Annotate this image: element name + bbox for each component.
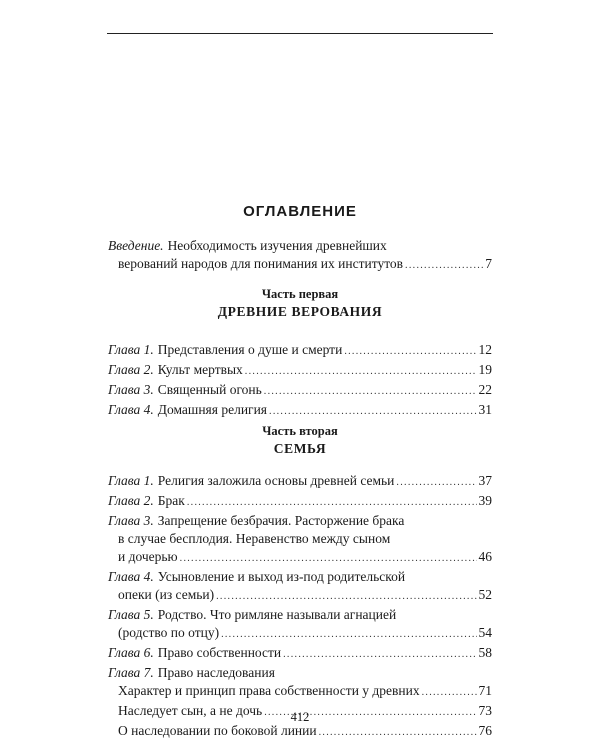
dot-leader [405,257,483,275]
section-title: О наследовании по боковой линии [118,723,317,738]
chapter-label: Глава 4. [108,569,154,584]
part-title: СЕМЬЯ [273,441,327,456]
chapter-label: Глава 1. [108,342,154,357]
chapter-title: Представления о душе и смерти [157,342,343,357]
dot-leader [264,383,477,401]
chapter-label: Глава 3. [108,382,154,397]
part2-chapter-list [108,472,492,742]
dot-leader [180,550,477,568]
page-number: 412 [290,710,310,724]
dot-leader [187,494,477,512]
page-ref: 71 [478,683,492,698]
dot-leader [344,343,476,361]
toc-entry [108,381,492,401]
page-ref: 73 [478,703,492,718]
chapter-label: Глава 6. [108,645,154,660]
part-label: Часть первая [261,287,339,301]
toc-entry-multiline [108,606,492,644]
chapter-label: Глава 5. [108,607,154,622]
chapter-label: Глава 2. [108,362,154,377]
toc-entry-multiline [108,512,492,568]
part1-heading [0,286,600,321]
page-ref: 37 [478,473,492,488]
toc-entry [108,401,492,421]
intro-title-line1: Необходимость изучения древнейших [167,238,387,253]
toc-intro-entry [108,237,492,275]
page-ref: 52 [478,587,492,602]
chapter-title: Брак [157,493,185,508]
chapter-title-line1: Усыновление и выход из-под родительской [157,569,406,584]
page-ref: 7 [485,256,492,271]
toc-entry [108,361,492,381]
chapter-label: Глава 7. [108,665,154,680]
part-title: ДРЕВНИЕ ВЕРОВАНИЯ [217,304,383,319]
part2-heading [0,423,600,458]
page-ref: 31 [478,402,492,417]
chapter-title-line3: и дочерью [118,549,178,564]
section-title: Наследует сын, а не дочь [118,703,263,718]
dot-leader [396,474,476,492]
toc-entry-multiline [108,568,492,606]
toc-entry [108,644,492,664]
chapter-label: Глава 3. [108,513,154,528]
page-ref: 39 [478,493,492,508]
toc-entry [108,492,492,512]
part-label: Часть вторая [262,424,338,438]
section-title: Характер и принцип права собственности у древних [118,683,420,698]
chapter-title-line2: опеки (из семьи) [118,587,215,602]
page-ref: 76 [478,723,492,738]
chapter-title-line1: Запрещение безбрачия. Расторжение брака [157,513,405,528]
chapter-title-line2: в случае бесплодия. Неравенство между сыном [118,531,391,546]
intro-title-line2: верований народов для понимания их институтов [118,256,404,271]
toc-entry [108,341,492,361]
top-rule [107,33,493,34]
dot-leader [245,363,477,381]
intro-label: Введение. [108,238,164,253]
dot-leader [283,646,476,664]
chapter-title: Культ мертвых [157,362,243,377]
chapter-title: Право наследования [157,665,275,680]
page-ref: 58 [478,645,492,660]
page-ref: 19 [478,362,492,377]
dot-leader [216,588,476,606]
page-ref: 54 [478,625,492,640]
chapter-title: Священный огонь [157,382,262,397]
chapter-title-line2: (родство по отцу) [118,625,220,640]
dot-leader [319,724,477,742]
chapter-title: Домашняя религия [157,402,268,417]
dot-leader [221,626,476,644]
chapter-title: Право собственности [157,645,282,660]
page-ref: 12 [478,342,492,357]
toc-title: ОГЛАВЛЕНИЕ [243,203,357,220]
page-ref: 46 [478,549,492,564]
toc-entry [108,664,492,682]
dot-leader [269,403,476,421]
toc-entry [108,472,492,492]
page-ref: 22 [478,382,492,397]
chapter-label: Глава 1. [108,473,154,488]
chapter-title: Религия заложила основы древней семьи [157,473,395,488]
dot-leader [422,684,477,702]
part1-chapter-list [108,341,492,421]
chapter-title-line1: Родство. Что римляне называли агнацией [157,607,397,622]
chapter-label: Глава 4. [108,402,154,417]
chapter-label: Глава 2. [108,493,154,508]
toc-subentry [108,722,492,742]
toc-subentry [108,682,492,702]
